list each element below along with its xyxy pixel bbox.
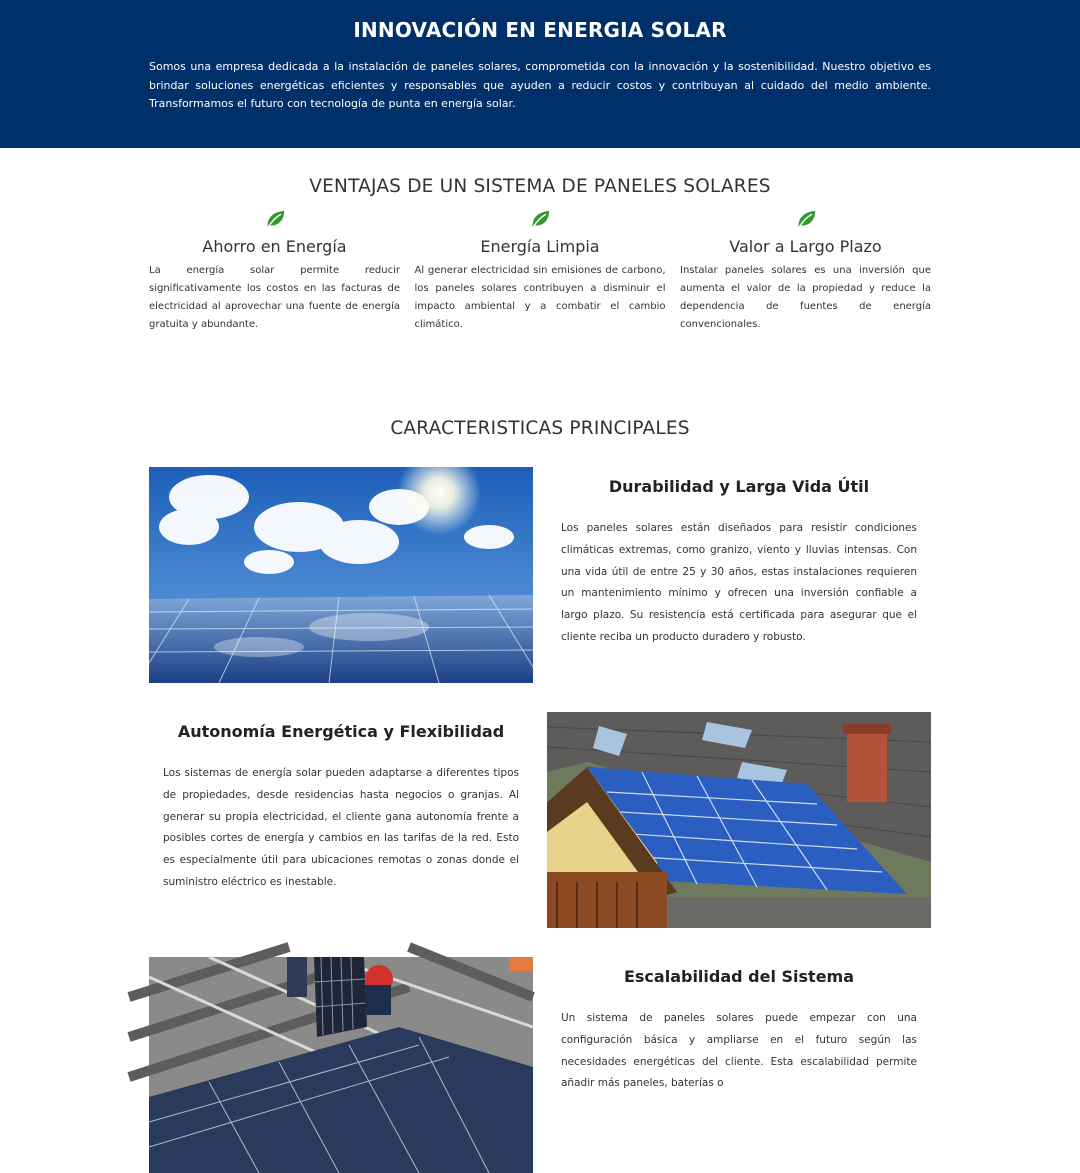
panel-installation-image	[149, 957, 533, 1173]
feature-title: Escalabilidad del Sistema	[623, 967, 855, 986]
caracteristicas-section	[0, 334, 1080, 1173]
feature-text-box	[149, 712, 533, 928]
ventajas-section	[0, 148, 1080, 334]
ventaja-text: Al generar electricidad sin emisiones de carbono, los paneles solares contribuyen a disminuir el impacto ambiental y a combatir el cambio climático.	[414, 265, 666, 330]
ventaja-item	[415, 209, 666, 334]
hero-title: INNOVACIÓN EN ENERGIA SOLAR	[353, 18, 727, 42]
feature-text-box	[547, 467, 931, 683]
ventaja-text: Instalar paneles solares es una inversión que aumenta el valor de la propiedad y reduce la dependencia de fuentes de energía convencionales.	[680, 265, 931, 330]
feature-text: Los paneles solares están diseñados para resistir condiciones climáticas extremas, como granizo, viento y lluvias intensas. Con una vida útil de entre 25 y 30 años, estas instalaciones requieren un mantenimiento mínimo y ofrecen una inversión confiable a largo plazo. Su resistencia está certificada para asegurar que el cliente reciba un producto duradero y robusto.	[561, 522, 917, 643]
feature-row	[149, 467, 931, 683]
house-solar-roof-image	[547, 712, 931, 928]
ventaja-item	[149, 209, 400, 334]
ventaja-title: Ahorro en Energía	[202, 237, 347, 256]
ventaja-title: Valor a Largo Plazo	[729, 237, 882, 256]
feature-title: Durabilidad y Larga Vida Útil	[608, 477, 870, 496]
feature-text: Los sistemas de energía solar pueden adaptarse a diferentes tipos de propiedades, desde residencias hasta negocios o granjas. Al generar su propia electricidad, el cliente gana autonomía frente a posibles cortes de energía y cambios en las tarifas de la red. Esto es especialmente útil para ubicaciones remotas o zonas donde el suministro eléctrico es inestable.	[163, 767, 519, 888]
ventaja-text: La energía solar permite reducir significativamente los costos en las facturas de electricidad al aprovechar una fuente de energía gratuita y abundante.	[149, 265, 400, 330]
feature-text-box	[547, 957, 931, 1173]
ventaja-title: Energía Limpia	[480, 237, 600, 256]
hero-text: Somos una empresa dedicada a la instalación de paneles solares, comprometida con la innovación y la sostenibilidad. Nuestro objetivo es brindar soluciones energéticas eficientes y responsables que ayuden a reducir costos y contribuyan al cuidado del medio ambiente. Transformamos el futuro con tecnología de punta en energía solar.	[149, 60, 931, 110]
caracteristicas-title: CARACTERISTICAS PRINCIPALES	[390, 418, 690, 439]
leaf-icon	[529, 209, 551, 229]
leaf-icon	[795, 209, 817, 229]
feature-title: Autonomía Energética y Flexibilidad	[177, 722, 505, 741]
solar-panels-sky-image	[149, 467, 533, 683]
ventajas-title: VENTAJAS DE UN SISTEMA DE PANELES SOLARES	[309, 176, 771, 197]
feature-row	[149, 957, 931, 1173]
ventajas-columns	[149, 209, 931, 334]
leaf-icon	[264, 209, 286, 229]
feature-text: Un sistema de paneles solares puede empezar con una configuración básica y ampliarse en el futuro según las necesidades energéticas del cliente. Esta escalabilidad permite añadir más paneles, baterías o	[561, 1012, 917, 1090]
hero-section	[0, 0, 1080, 148]
feature-row	[149, 712, 931, 928]
ventaja-item	[680, 209, 931, 334]
